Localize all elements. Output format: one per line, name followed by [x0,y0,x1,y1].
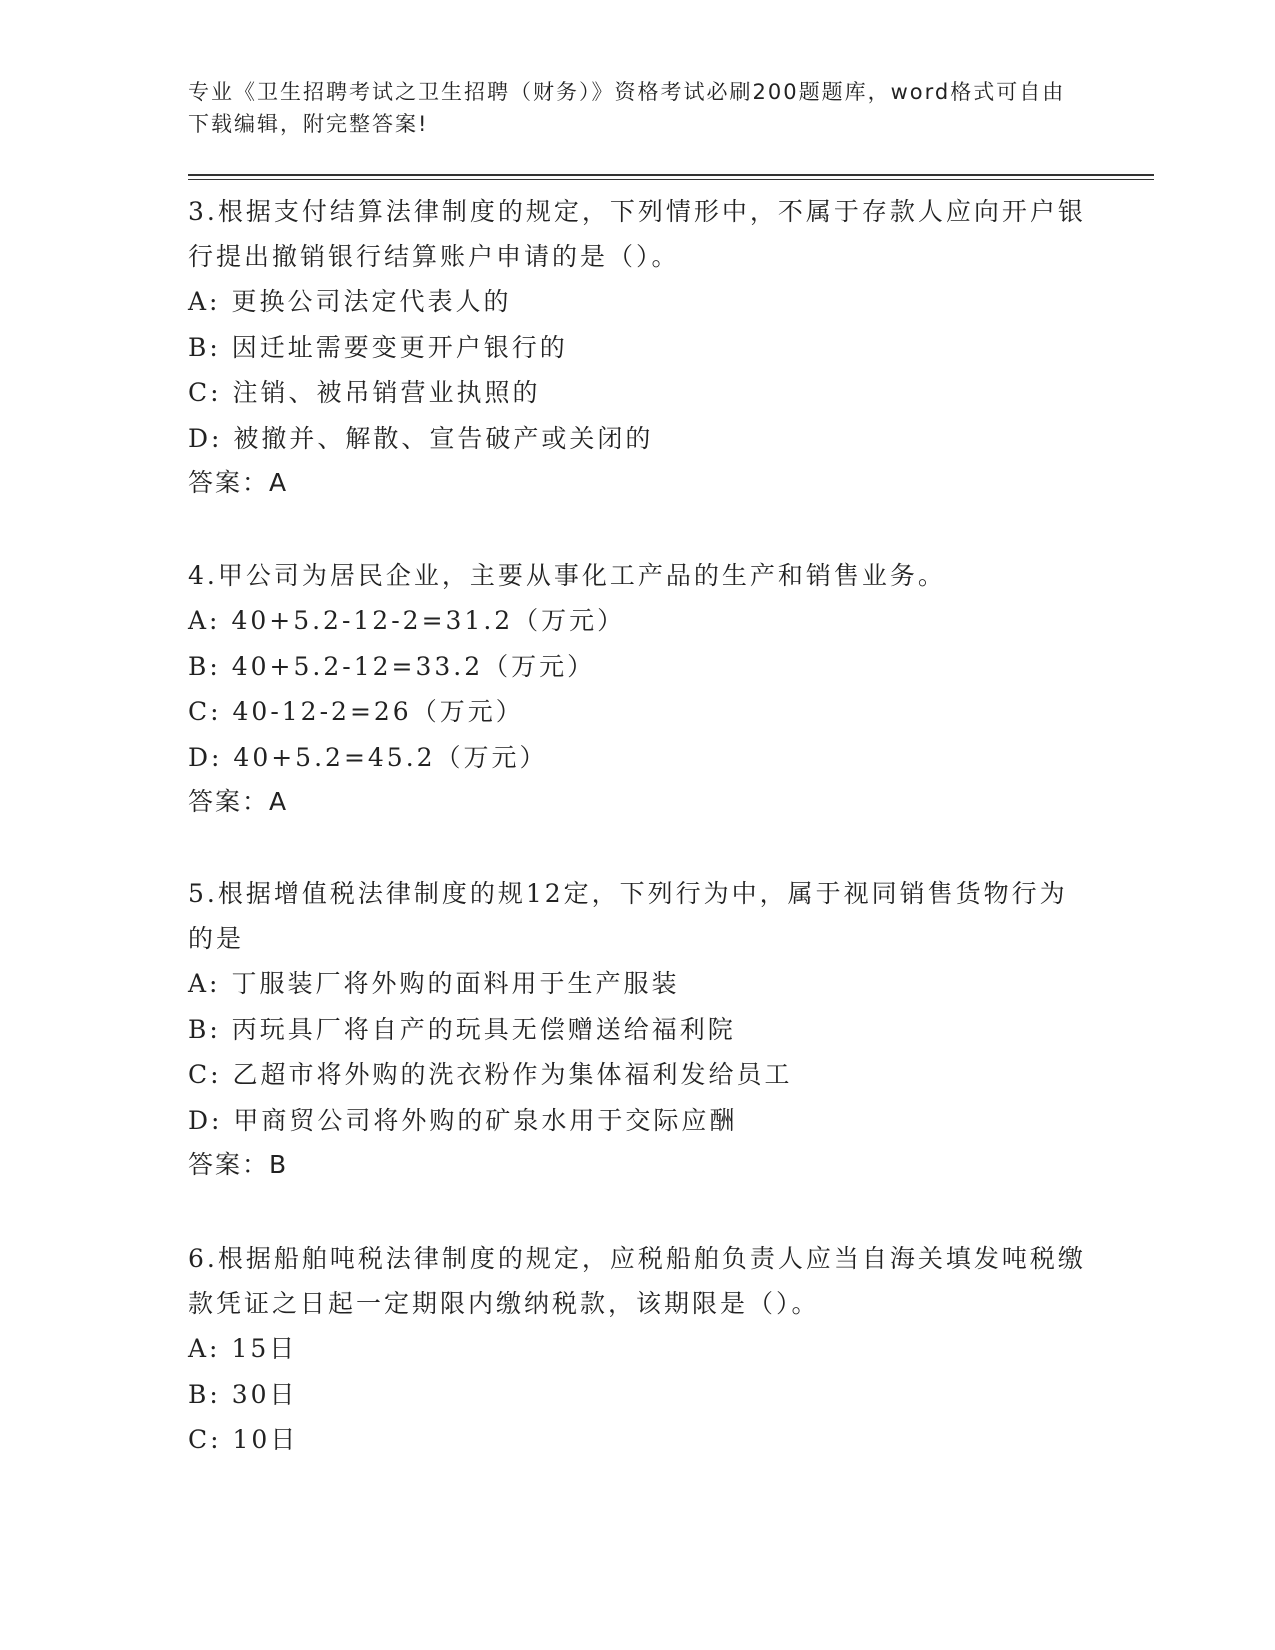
option-letter: C: [188,1425,222,1454]
option-d [188,1098,1088,1144]
question-stem: 4.甲公司为居民企业，主要从事化工产品的生产和销售业务。 [188,561,946,590]
option-text: 丙玩具厂将自产的玩具无偿赠送给福利院 [231,1014,736,1044]
option-letter: B: [188,651,221,681]
option-letter: B: [188,1379,221,1409]
option-letter: C: [188,1060,222,1089]
option-text: 注销、被吊销营业执照的 [232,378,541,407]
option-letter: C: [188,378,222,407]
header-title: 专业《卫生招聘考试之卫生招聘（财务）》资格考试必刷200题题库，word格式可自由下载编辑，附完整答案! [188,80,1066,136]
option-letter: D: [188,742,223,772]
option-text: 40+5.2-12-2=31.2（万元） [231,606,626,635]
option-letter: B: [188,332,221,362]
option-letter: C: [188,697,222,726]
option-letter: D: [188,1105,223,1135]
answer-line: 答案：B [188,1150,289,1179]
option-text: 更换公司法定代表人的 [231,287,512,316]
option-text: 甲商贸公司将外购的矿泉水用于交际应酬 [233,1105,738,1135]
answer-line: 答案：A [188,787,289,816]
option-letter: D: [188,423,223,453]
document-header [188,76,1088,140]
option-text: 因迁址需要变更开户银行的 [231,332,568,362]
question-block [188,189,1088,505]
option-c [188,370,1088,416]
question-stem: 3.根据支付结算法律制度的规定，下列情形中，不属于存款人应向开户银行提出撤销银行结算账户申请的是（）。 [188,197,1086,271]
option-text: 30日 [231,1379,298,1409]
option-a [188,279,1088,325]
option-b [188,325,1088,371]
header-divider [188,174,1154,180]
option-d [188,735,1088,781]
option-letter: A: [188,606,221,635]
option-text: 40-12-2=26（万元） [232,697,524,726]
option-letter: A: [188,287,221,316]
option-text: 15日 [231,1334,298,1363]
option-text: 被撤并、解散、宣告破产或关闭的 [233,423,654,453]
option-c [188,689,1088,735]
option-a [188,1326,1088,1372]
option-d [188,416,1088,462]
question-block [188,1236,1088,1463]
question-stem: 6.根据船舶吨税法律制度的规定，应税船舶负责人应当自海关填发吨税缴款凭证之日起一定期限内缴纳税款，该期限是（）。 [188,1244,1086,1318]
option-text: 40+5.2-12=33.2（万元） [231,651,596,681]
option-text: 丁服装厂将外购的面料用于生产服装 [231,969,680,998]
option-letter: B: [188,1014,221,1044]
question-block [188,871,1088,1187]
option-b [188,1372,1088,1418]
answer-line: 答案：A [188,468,289,497]
option-text: 10日 [232,1425,299,1454]
option-c [188,1417,1088,1463]
option-text: 乙超市将外购的洗衣粉作为集体福利发给员工 [232,1060,793,1089]
option-b [188,1007,1088,1053]
question-block [188,553,1088,824]
option-a [188,598,1088,644]
option-text: 40+5.2=45.2（万元） [233,742,548,772]
option-letter: A: [188,969,221,998]
option-b [188,644,1088,690]
option-a [188,961,1088,1007]
question-stem: 5.根据增值税法律制度的规12定，下列行为中，属于视同销售货物行为的是 [188,879,1068,953]
option-c [188,1052,1088,1098]
option-letter: A: [188,1334,221,1363]
